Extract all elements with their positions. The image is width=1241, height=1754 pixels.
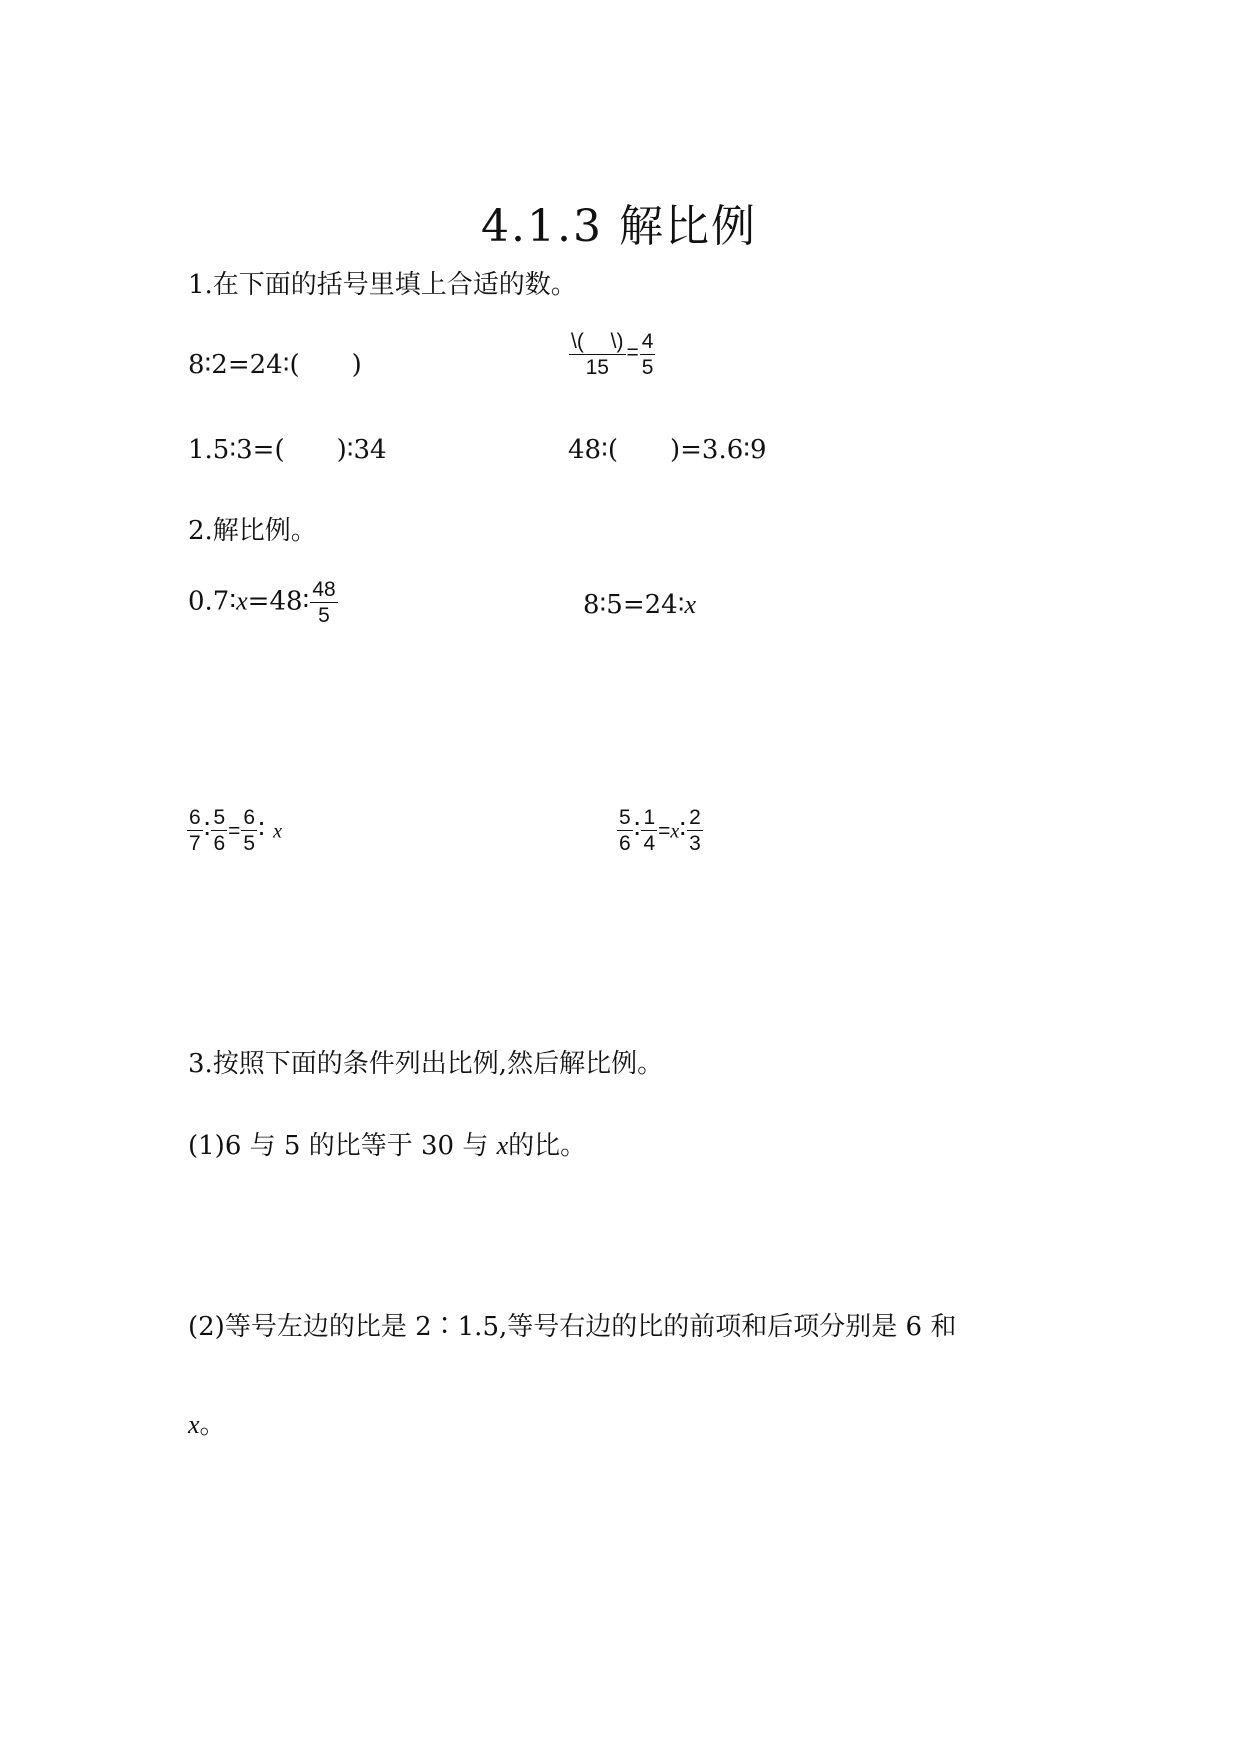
fraction: $\frac{48}{5}$ [312, 578, 336, 628]
section3-q2-continued: x。 [188, 1410, 226, 1440]
variable-x: x [496, 1131, 509, 1160]
variable-x: x [670, 820, 680, 843]
section3-q2: (2)等号左边的比是 2∶1.5,等号右边的比的前项和后项分别是 6 和 [188, 1312, 957, 1342]
fraction: $\frac{5}{6}$ [619, 806, 631, 856]
fraction: $\frac{6}{7}$ [189, 806, 201, 856]
proportion-p2: 8∶5=24∶x [583, 590, 697, 620]
fraction: $\frac{4}{5}$ [641, 330, 654, 380]
fraction: $\frac{6}{5}$ [243, 806, 256, 856]
section1-heading: 1.在下面的括号里填上合适的数。 [188, 270, 577, 300]
fraction: $\frac{2}{3}$ [689, 806, 701, 856]
section3-q1: (1)6 与 5 的比等于 30 与 x的比。 [188, 1131, 587, 1161]
variable-x: x [188, 1410, 200, 1439]
variable-x: x [684, 590, 697, 619]
fraction: $\frac{1}{4}$ [643, 806, 656, 856]
fill-blank-q3: 1.5∶3=( )∶34 [188, 435, 387, 465]
proportion-p1: 0.7∶x=48∶ $\frac{48}{5}$ [188, 578, 336, 628]
proportion-p4: $\frac{5}{6}$ ∶ $\frac{1}{4}$ =x∶ $\frac{2}{3}$ [619, 806, 701, 856]
page-title: 4.1.3 解比例 [481, 201, 757, 252]
variable-x: x [236, 586, 248, 616]
fill-blank-q4: 48∶( )=3.6∶9 [568, 435, 767, 465]
section3-heading: 3.按照下面的条件列出比例,然后解比例。 [188, 1049, 664, 1079]
proportion-p3: $\frac{6}{7}$ ∶ $\frac{5}{6}$ = $\frac{6}{5}$ ∶ x [189, 806, 283, 856]
fraction: $\frac{5}{6}$ [213, 806, 226, 856]
fill-blank-q1: 8∶2=24∶( ) [188, 350, 362, 380]
variable-x: x [273, 820, 283, 843]
section2-heading: 2.解比例。 [188, 516, 317, 546]
fill-blank-q2: $\frac{\backslash( \backslash)}{15}$ = $\frac{4}{5}$ [571, 330, 654, 380]
fraction: $\frac{\backslash( \backslash)}{15}$ [571, 330, 624, 380]
